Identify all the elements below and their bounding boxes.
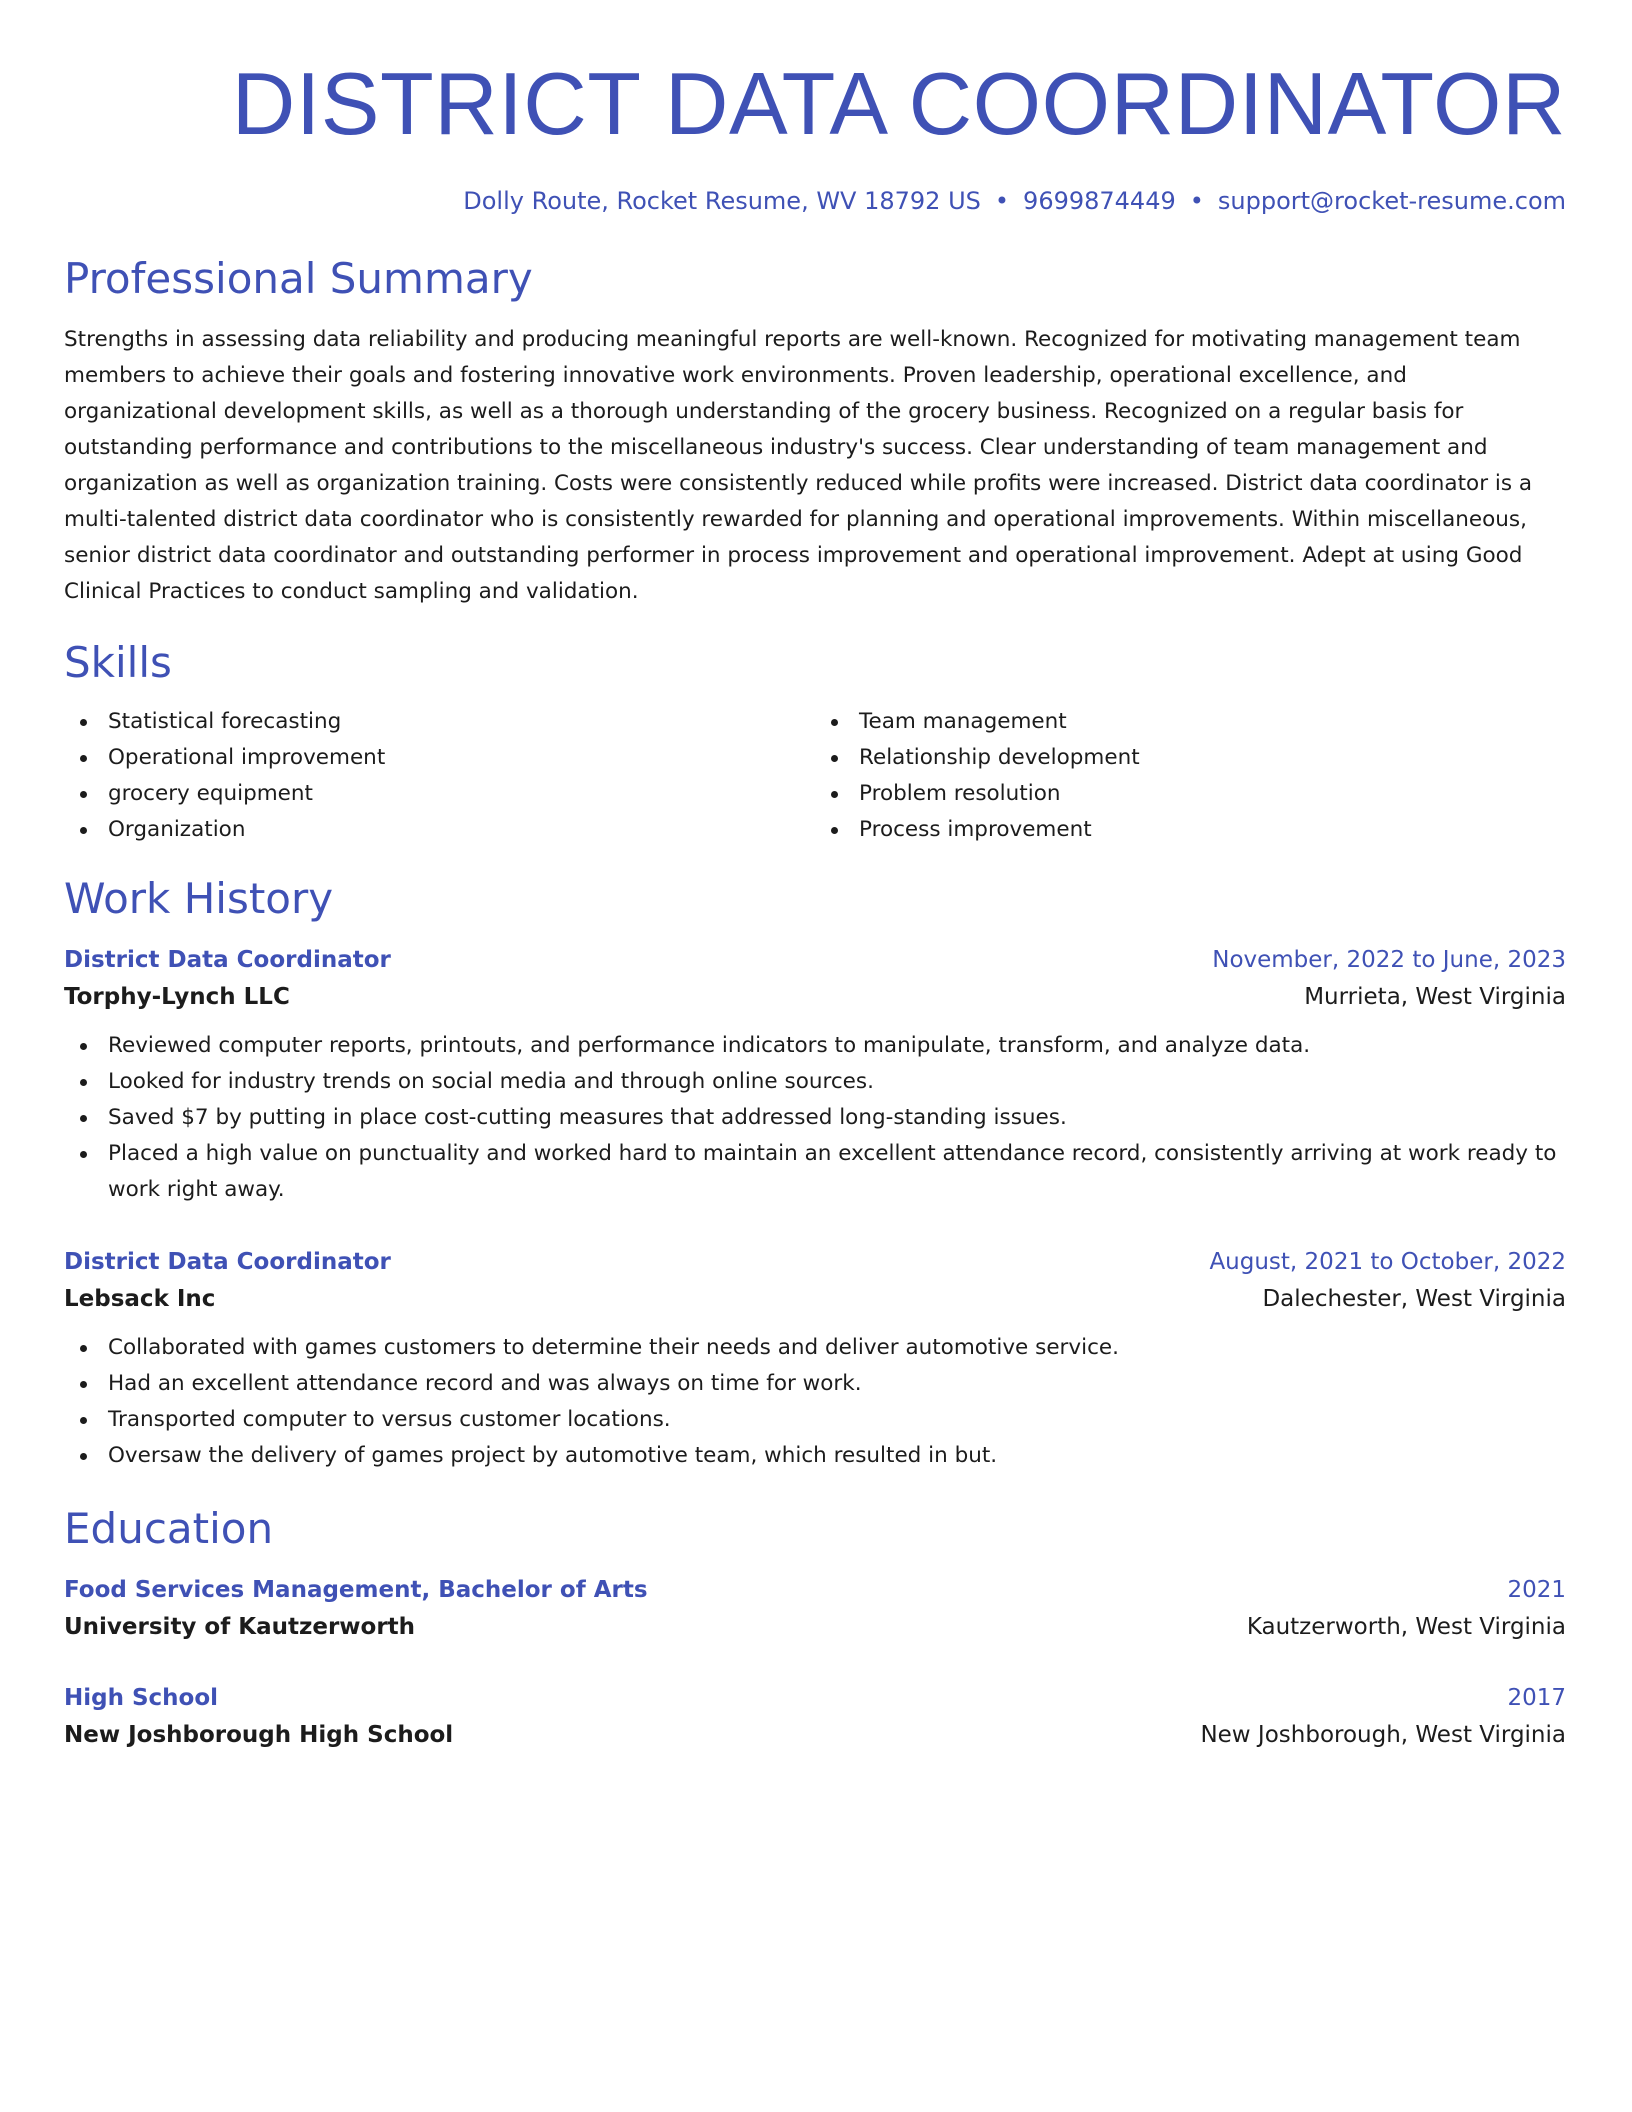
- school-name: New Joshborough High School: [64, 1722, 454, 1748]
- skill-item: Process improvement: [815, 812, 1566, 848]
- job-bullet: Placed a high value on punctuality and worked hard to maintain an excellent attendance record, consistently arriving at work ready to work right away.: [64, 1136, 1566, 1208]
- school-name: University of Kautzerworth: [64, 1614, 416, 1640]
- degree-name: High School: [64, 1685, 219, 1711]
- job-entry: [64, 942, 1566, 1208]
- job-entry: [64, 1244, 1566, 1474]
- skill-item: Statistical forecasting: [64, 704, 815, 740]
- job-bullet: Collaborated with games customers to determine their needs and deliver automotive service.: [64, 1330, 1566, 1366]
- education-section: [64, 1504, 1566, 1754]
- skills-list-right: [815, 704, 1566, 848]
- job-location: Murrieta, West Virginia: [1304, 984, 1566, 1010]
- contact-phone: 9699874449: [1023, 187, 1176, 215]
- job-dates: November, 2022 to June, 2023: [1212, 947, 1566, 973]
- work-history-section: [64, 874, 1566, 1474]
- skill-item: Team management: [815, 704, 1566, 740]
- graduation-year: 2021: [1507, 1577, 1566, 1603]
- summary-heading: Professional Summary: [64, 254, 533, 303]
- skills-list-left: [64, 704, 815, 848]
- graduation-year: 2017: [1507, 1685, 1566, 1711]
- job-bullet: Looked for industry trends on social media and through online sources.: [64, 1064, 1566, 1100]
- skills-heading: Skills: [64, 638, 172, 687]
- skill-item: Relationship development: [815, 740, 1566, 776]
- job-bullet: Had an excellent attendance record and was always on time for work.: [64, 1366, 1566, 1402]
- education-heading: Education: [64, 1504, 274, 1553]
- job-bullet: Reviewed computer reports, printouts, and performance indicators to manipulate, transform, and analyze data.: [64, 1028, 1566, 1064]
- resume-title: DISTRICT DATA COORDINATOR: [231, 54, 1566, 153]
- job-bullet: Oversaw the delivery of games project by automotive team, which resulted in but.: [64, 1438, 1566, 1474]
- job-bullets: [64, 1028, 1566, 1208]
- job-dates: August, 2021 to October, 2022: [1209, 1249, 1566, 1275]
- job-bullet: Transported computer to versus customer locations.: [64, 1402, 1566, 1438]
- education-header-row: [64, 1680, 1566, 1716]
- job-title: District Data Coordinator: [64, 947, 391, 973]
- work-history-heading: Work History: [64, 874, 334, 923]
- job-bullets: [64, 1330, 1566, 1474]
- company-name: Torphy-Lynch LLC: [64, 984, 290, 1010]
- job-location: Dalechester, West Virginia: [1262, 1286, 1566, 1312]
- job-company-row: [64, 1280, 1566, 1318]
- job-company-row: [64, 978, 1566, 1016]
- skills-columns: [64, 704, 1566, 848]
- education-school-row: [64, 1716, 1566, 1754]
- skill-item: Problem resolution: [815, 776, 1566, 812]
- separator-dot: •: [994, 187, 1010, 215]
- job-title: District Data Coordinator: [64, 1249, 391, 1275]
- degree-name: Food Services Management, Bachelor of Arts: [64, 1577, 648, 1603]
- skill-item: Operational improvement: [64, 740, 815, 776]
- resume-page: [64, 0, 1566, 1754]
- education-school-row: [64, 1608, 1566, 1646]
- contact-email: support@rocket-resume.com: [1217, 187, 1566, 215]
- school-location: New Joshborough, West Virginia: [1200, 1722, 1566, 1748]
- skills-section: [64, 638, 1566, 848]
- education-entry: [64, 1572, 1566, 1646]
- contact-line: [64, 186, 1566, 216]
- summary-text: Strengths in assessing data reliability and producing meaningful reports are well-known. Recognized for motivating management team members to achieve their goals and fostering innovative work environments. Proven leadership, operational excellence, and organizational development skills, as well as a thorough understanding of the grocery business. Recognized on a regular basis for outstanding performance and contributions to the miscellaneous industry's success. Clear understanding of team management and organization as well as organization training. Costs were consistently reduced while profits were increased. District data coordinator is a multi-talented district data coordinator who is consistently rewarded for planning and operational improvements. Within miscellaneous, senior district data coordinator and outstanding performer in process improvement and operational improvement. Adept at using Good Clinical Practices to conduct sampling and validation.: [64, 327, 1533, 604]
- education-entry: [64, 1680, 1566, 1754]
- job-bullet: Saved $7 by putting in place cost-cutting measures that addressed long-standing issues.: [64, 1100, 1566, 1136]
- job-header-row: [64, 942, 1566, 978]
- skill-item: grocery equipment: [64, 776, 815, 812]
- education-header-row: [64, 1572, 1566, 1608]
- contact-address: Dolly Route, Rocket Resume, WV 18792 US: [463, 187, 981, 215]
- skill-item: Organization: [64, 812, 815, 848]
- company-name: Lebsack Inc: [64, 1286, 216, 1312]
- separator-dot: •: [1189, 187, 1204, 215]
- summary-section: [64, 254, 1566, 610]
- school-location: Kautzerworth, West Virginia: [1246, 1614, 1566, 1640]
- job-header-row: [64, 1244, 1566, 1280]
